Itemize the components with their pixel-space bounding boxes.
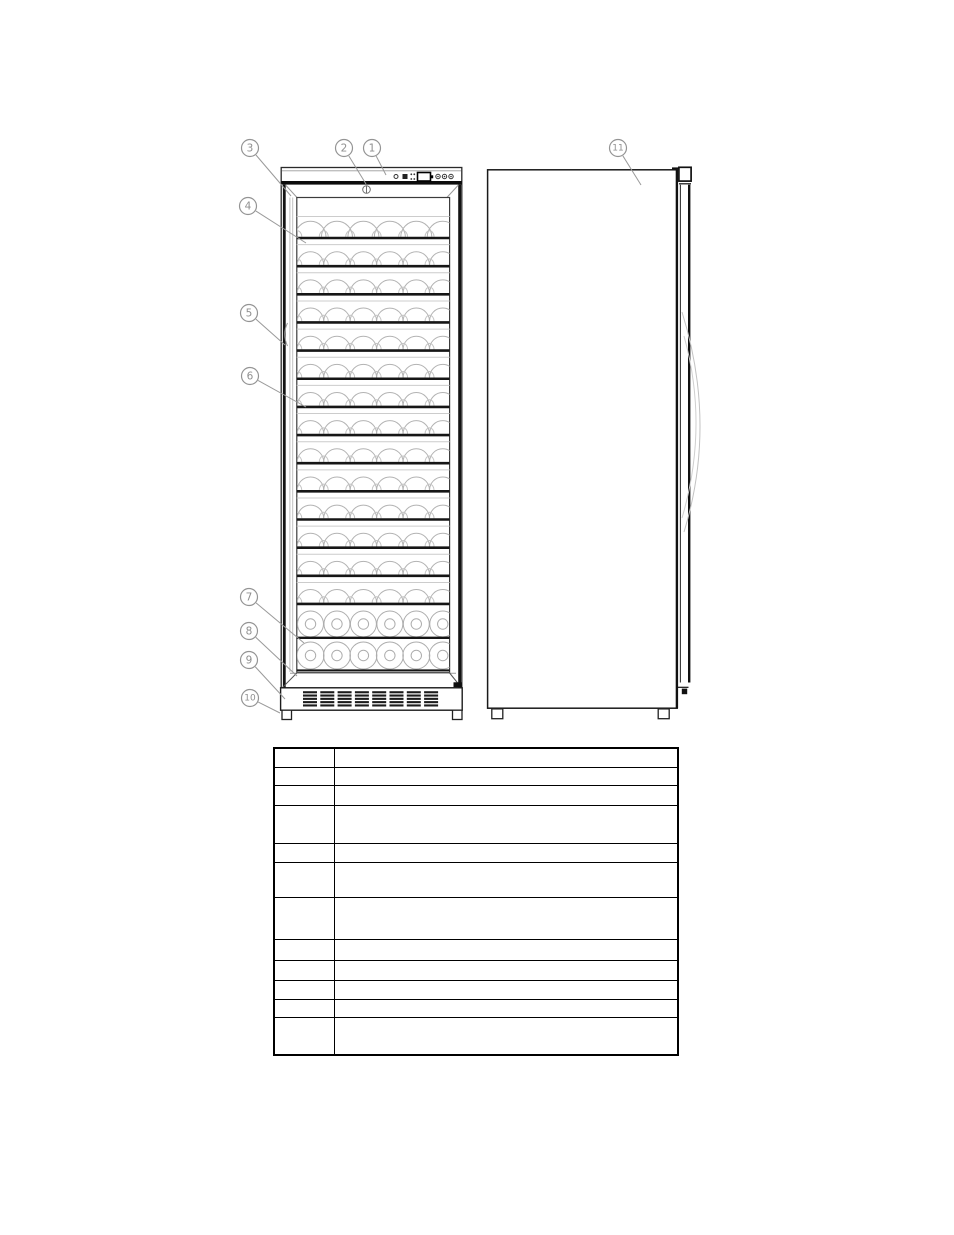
handle-bottom-knob bbox=[682, 689, 687, 695]
table-row bbox=[274, 999, 678, 1017]
callout-5 bbox=[241, 305, 286, 346]
front-view bbox=[281, 168, 463, 720]
callout-number: 10 bbox=[244, 693, 256, 704]
table-row bbox=[274, 767, 678, 785]
control-panel-bar bbox=[281, 181, 462, 185]
callout-10 bbox=[242, 690, 281, 714]
part-description-cell bbox=[334, 999, 678, 1017]
part-number-cell bbox=[274, 805, 334, 843]
door-curve-arc bbox=[682, 312, 700, 532]
part-description-cell bbox=[334, 767, 678, 785]
handle-top-cap bbox=[679, 167, 691, 181]
part-number-cell bbox=[274, 980, 334, 999]
leader-line bbox=[258, 702, 280, 713]
part-number-cell bbox=[274, 767, 334, 785]
table-row bbox=[274, 897, 678, 939]
part-description-cell bbox=[334, 980, 678, 999]
part-number-cell bbox=[274, 843, 334, 862]
light-button-icon bbox=[403, 174, 408, 179]
part-description-cell bbox=[334, 785, 678, 805]
callout-number: 11 bbox=[612, 143, 624, 154]
part-description-cell bbox=[334, 748, 678, 767]
part-description-cell bbox=[334, 960, 678, 980]
table-row bbox=[274, 785, 678, 805]
part-number-cell bbox=[274, 862, 334, 897]
part-number-cell bbox=[274, 960, 334, 980]
callout-number: 8 bbox=[245, 625, 253, 638]
part-description-cell bbox=[334, 939, 678, 960]
callout-number: 7 bbox=[245, 591, 253, 604]
part-number-cell bbox=[274, 999, 334, 1017]
table-row bbox=[274, 805, 678, 843]
parts-table bbox=[273, 747, 679, 1056]
side-front-foot bbox=[492, 709, 503, 719]
table-row bbox=[274, 748, 678, 767]
part-description-cell bbox=[334, 843, 678, 862]
door-bottom-hinge-plate bbox=[454, 682, 462, 687]
callout-number: 4 bbox=[244, 200, 252, 213]
display-notch-icon bbox=[431, 175, 433, 178]
callout-number: 1 bbox=[368, 142, 376, 155]
side-view bbox=[488, 167, 700, 718]
part-number-cell bbox=[274, 897, 334, 939]
side-rear-foot bbox=[658, 709, 669, 719]
table-row bbox=[274, 862, 678, 897]
side-cabinet-outline bbox=[488, 170, 678, 708]
callout-number: 2 bbox=[340, 142, 348, 155]
part-number-cell bbox=[274, 748, 334, 767]
callout-number: 5 bbox=[245, 307, 253, 320]
callout-number: 6 bbox=[246, 370, 254, 383]
part-number-cell bbox=[274, 1017, 334, 1055]
table-row bbox=[274, 960, 678, 980]
callout-number: 9 bbox=[245, 654, 253, 667]
leader-line bbox=[255, 667, 285, 699]
front-right-foot bbox=[453, 710, 463, 719]
callout-number: 3 bbox=[246, 142, 254, 155]
part-number-cell bbox=[274, 939, 334, 960]
table-row bbox=[274, 843, 678, 862]
part-description-cell bbox=[334, 805, 678, 843]
table-row bbox=[274, 980, 678, 999]
front-left-foot bbox=[282, 710, 292, 719]
front-cabinet-outline bbox=[281, 168, 462, 689]
part-description-cell bbox=[334, 897, 678, 939]
table-row bbox=[274, 1017, 678, 1055]
part-description-cell bbox=[334, 1017, 678, 1055]
table-row bbox=[274, 939, 678, 960]
part-number-cell bbox=[274, 785, 334, 805]
part-description-cell bbox=[334, 862, 678, 897]
